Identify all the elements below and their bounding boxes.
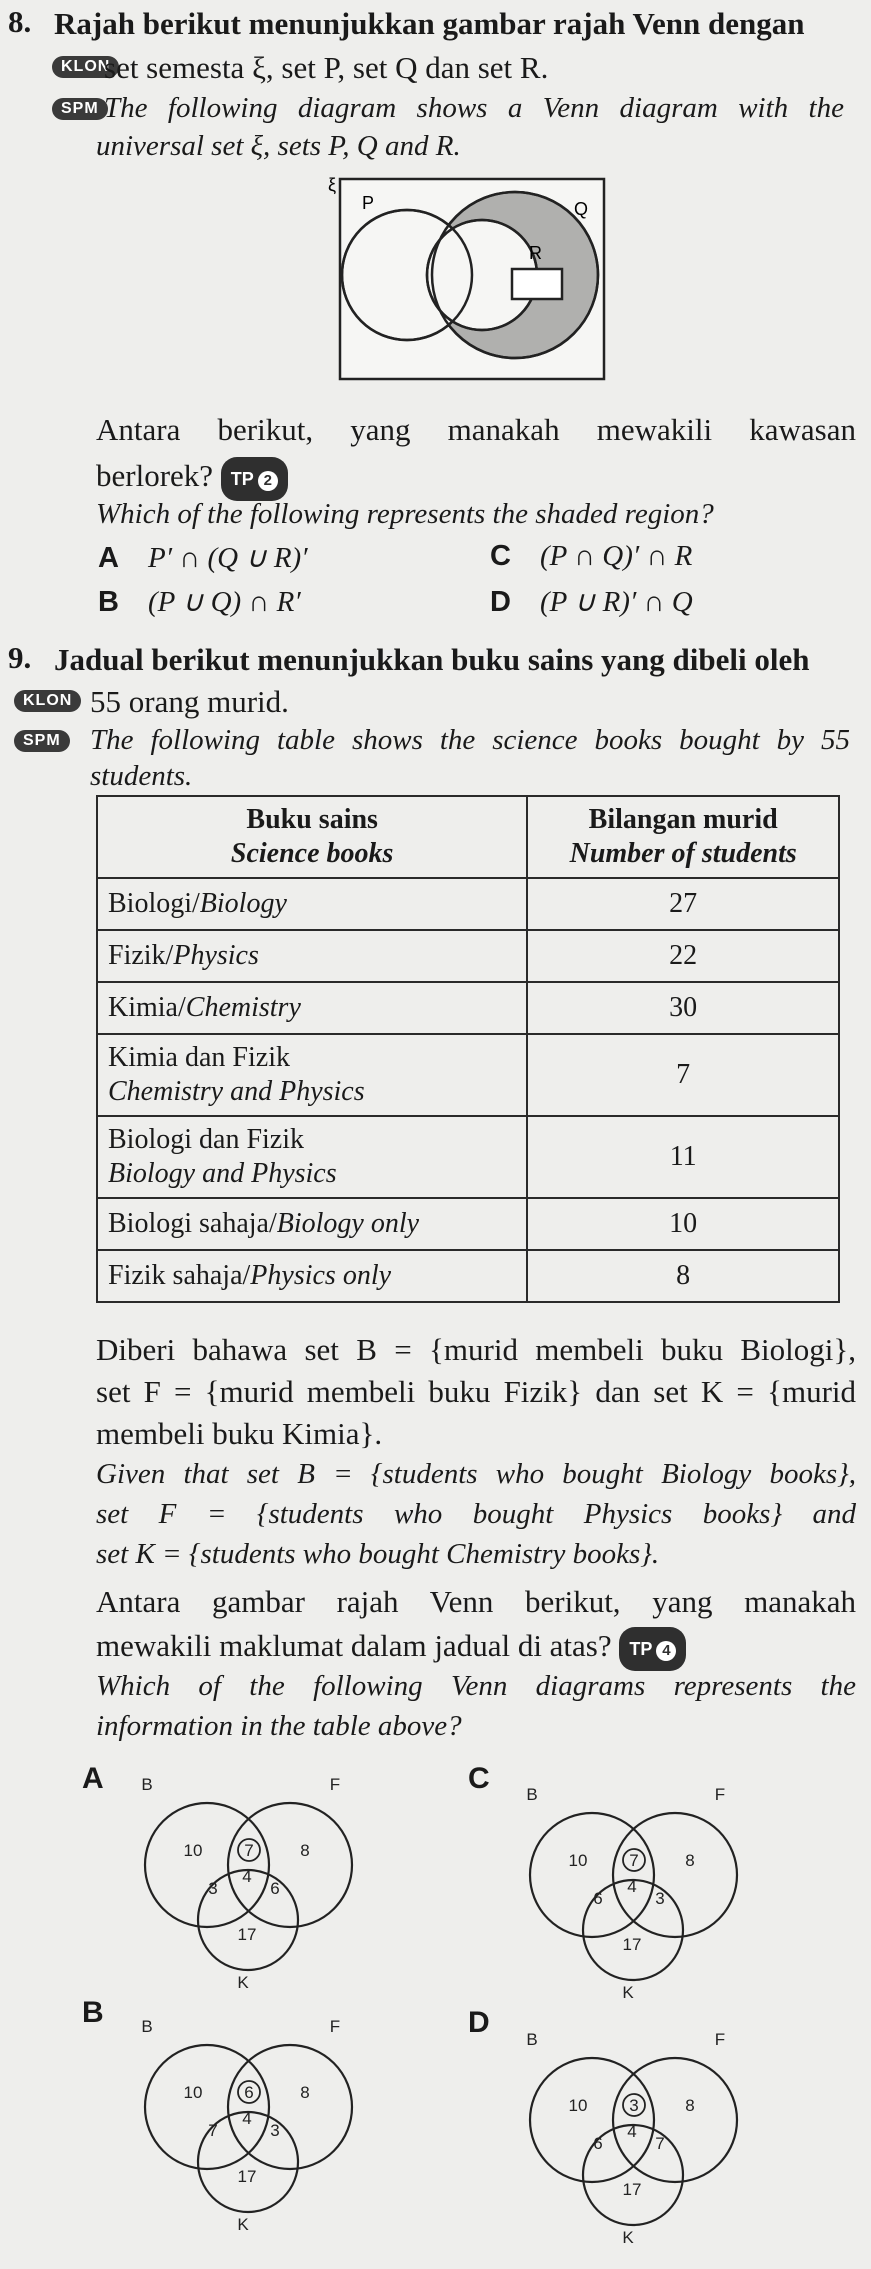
spm-badge: SPM [52, 98, 108, 120]
q9-option-a-circle-b [145, 1803, 269, 1927]
label-q: Q [574, 199, 589, 219]
q9-option-d-circle-b [530, 2058, 654, 2182]
q8-text-en-1: The following diagram shows a Venn diagram with the [104, 92, 844, 124]
table-header-books: Buku sains Science books [97, 796, 527, 878]
q9-given-ms-1: Diberi bahawa set B = {murid membeli buku Biologi}, [96, 1332, 856, 1367]
q9-option-d-value-fk: 7 [655, 2134, 665, 2153]
tp-level-q8: 2 [258, 471, 278, 491]
table-row: Biologi dan Fizik Biology and Physics 11 [97, 1116, 839, 1198]
q9-option-d-value-b-only: 10 [568, 2096, 588, 2115]
q9-option-a-label-k: K [237, 1973, 249, 1990]
q9-number: 9. [8, 640, 32, 675]
q9-option-d-circle-f [613, 2058, 737, 2182]
q9-option-b-label-b: B [141, 2017, 153, 2036]
q9-prompt-en-1: Which of the following Venn diagrams represents the [96, 1670, 856, 1702]
q9-option-c-circle-f [613, 1813, 737, 1937]
q9-option-a-value-bf: 7 [244, 1841, 254, 1860]
q9-option-a-label-f: F [329, 1775, 341, 1794]
q9-option-d-value-bf: 3 [629, 2096, 639, 2115]
q9-text-en-2: students. [90, 760, 193, 792]
q9-given-en-2: set F = {students who bought Physics books} and [96, 1498, 856, 1530]
klon-badge: KLON [52, 56, 119, 78]
q9-given-en-1: Given that set B = {students who bought Biology books}, [96, 1458, 856, 1490]
q9-option-d-label-f: F [714, 2030, 726, 2049]
q9-option-d-value-bk: 6 [593, 2134, 603, 2153]
q8-option-a[interactable]: A P′ ∩ (Q ∪ R)′ [98, 542, 308, 574]
q9-option-b-value-f-only: 8 [300, 2083, 310, 2102]
q9-given-en-3: set K = {students who bought Chemistry books}. [96, 1538, 660, 1570]
q9-given-ms-2: set F = {murid membeli buku Fizik} dan set K = {murid [96, 1374, 856, 1409]
q8-text-en-2: universal set ξ, sets P, Q and R. [96, 130, 461, 162]
q9-prompt-ms-2-line [96, 1626, 686, 1671]
q8-prompt-en: Which of the following represents the shaded region? [96, 498, 714, 530]
q9-option-c-value-k-only: 17 [622, 1935, 642, 1954]
q9-option-d-label: D [468, 2006, 490, 2039]
q9-option-c-value-bk: 6 [593, 1889, 603, 1908]
q9-option-a-label-b: B [141, 1775, 153, 1794]
label-r: R [529, 243, 542, 263]
q9-option-a-value-bfk: 4 [242, 1867, 252, 1886]
q9-text-ms-1: Jadual berikut menunjukkan buku sains yang dibeli oleh [54, 642, 810, 677]
table-row: Kimia/Chemistry 30 [97, 982, 839, 1034]
q9-option-a-venn[interactable] [135, 1770, 365, 1990]
q9-option-b-value-b-only: 10 [183, 2083, 203, 2102]
q9-option-d-venn[interactable] [520, 2025, 760, 2265]
q9-prompt-en-2: information in the table above? [96, 1710, 462, 1742]
q8-number: 8. [8, 4, 32, 39]
table-header-students: Bilangan murid Number of students [527, 796, 839, 878]
tp-badge-q8: TP 2 [221, 457, 288, 501]
klon-badge-q9: KLON [14, 690, 81, 712]
q9-prompt-ms-1: Antara gambar rajah Venn berikut, yang manakah [96, 1584, 856, 1619]
q9-option-c-value-b-only: 10 [568, 1851, 588, 1870]
q8-venn-diagram [320, 175, 620, 385]
table-header-row [97, 796, 839, 878]
q9-option-b-value-bf: 6 [244, 2083, 254, 2102]
tp-badge-q9: TP 4 [619, 1627, 686, 1671]
label-p: P [362, 193, 375, 213]
q9-option-c-value-fk: 3 [655, 1889, 665, 1908]
q9-option-b-value-bfk: 4 [242, 2109, 252, 2128]
q8-text-ms-1: Rajah berikut menunjukkan gambar rajah Venn dengan [54, 6, 805, 41]
q9-option-b-label-f: F [329, 2017, 341, 2036]
q8-option-b[interactable]: B (P ∪ Q) ∩ R′ [98, 586, 301, 618]
q9-option-d-label-k: K [622, 2228, 634, 2247]
table-row: Kimia dan Fizik Chemistry and Physics 7 [97, 1034, 839, 1116]
q9-option-c-value-f-only: 8 [685, 1851, 695, 1870]
q9-option-a-label: A [82, 1762, 104, 1795]
spm-badge-q9: SPM [14, 730, 70, 752]
q9-option-a-value-bk: 3 [208, 1879, 218, 1898]
q9-option-d-value-k-only: 17 [622, 2180, 642, 2199]
q9-option-c-value-bf: 7 [629, 1851, 639, 1870]
q9-option-a-value-f-only: 8 [300, 1841, 310, 1860]
science-books-table [96, 795, 840, 1303]
q8-text-ms-2: set semesta ξ, set P, set Q dan set R. [104, 50, 549, 85]
q9-text-en-1: The following table shows the science books bought by 55 [90, 724, 850, 756]
q9-option-b-value-fk: 3 [270, 2121, 280, 2140]
q9-option-c-label-f: F [714, 1785, 726, 1804]
q9-option-d-value-f-only: 8 [685, 2096, 695, 2115]
table-row: Biologi sahaja/Biology only 10 [97, 1198, 839, 1250]
q8-prompt-ms-2: berlorek? [96, 458, 214, 493]
q9-option-c-label: C [468, 1762, 490, 1795]
q8-prompt-ms-1: Antara berikut, yang manakah mewakili kawasan [96, 412, 856, 447]
tp-level-q9: 4 [656, 1641, 676, 1661]
q9-option-c-venn[interactable] [520, 1780, 760, 2005]
q9-option-c-label-k: K [622, 1983, 634, 2002]
q8-option-d[interactable]: D (P ∪ R)′ ∩ Q [490, 586, 693, 618]
q9-option-b-circle-b [145, 2045, 269, 2169]
universal-symbol: ξ [328, 175, 337, 195]
q9-option-c-value-bfk: 4 [627, 1877, 637, 1896]
q9-option-b-label-k: K [237, 2215, 249, 2234]
table-row: Fizik/Physics 22 [97, 930, 839, 982]
q9-option-d-value-bfk: 4 [627, 2122, 637, 2141]
table-row: Fizik sahaja/Physics only 8 [97, 1250, 839, 1302]
q9-option-a-value-fk: 6 [270, 1879, 280, 1898]
q9-option-a-value-b-only: 10 [183, 1841, 203, 1860]
q8-option-c[interactable]: C (P ∩ Q)′ ∩ R [490, 540, 693, 572]
set-r-rect [512, 269, 562, 299]
q9-prompt-ms-2: mewakili maklumat dalam jadual di atas? [96, 1628, 612, 1663]
q9-option-a-value-k-only: 17 [237, 1925, 257, 1944]
q9-option-c-circle-b [530, 1813, 654, 1937]
q9-option-c-label-b: B [526, 1785, 538, 1804]
q9-option-d-label-b: B [526, 2030, 538, 2049]
q9-option-b-value-k-only: 17 [237, 2167, 257, 2186]
q9-option-a-circle-f [228, 1803, 352, 1927]
q9-option-b-label: B [82, 1996, 104, 2029]
q9-given-ms-3: membeli buku Kimia}. [96, 1416, 383, 1451]
q9-option-b-venn[interactable] [135, 2012, 365, 2237]
table-row: Biologi/Biology 27 [97, 878, 839, 930]
q9-option-b-value-bk: 7 [208, 2121, 218, 2140]
q9-option-b-circle-f [228, 2045, 352, 2169]
q9-text-ms-2: 55 orang murid. [90, 684, 289, 719]
